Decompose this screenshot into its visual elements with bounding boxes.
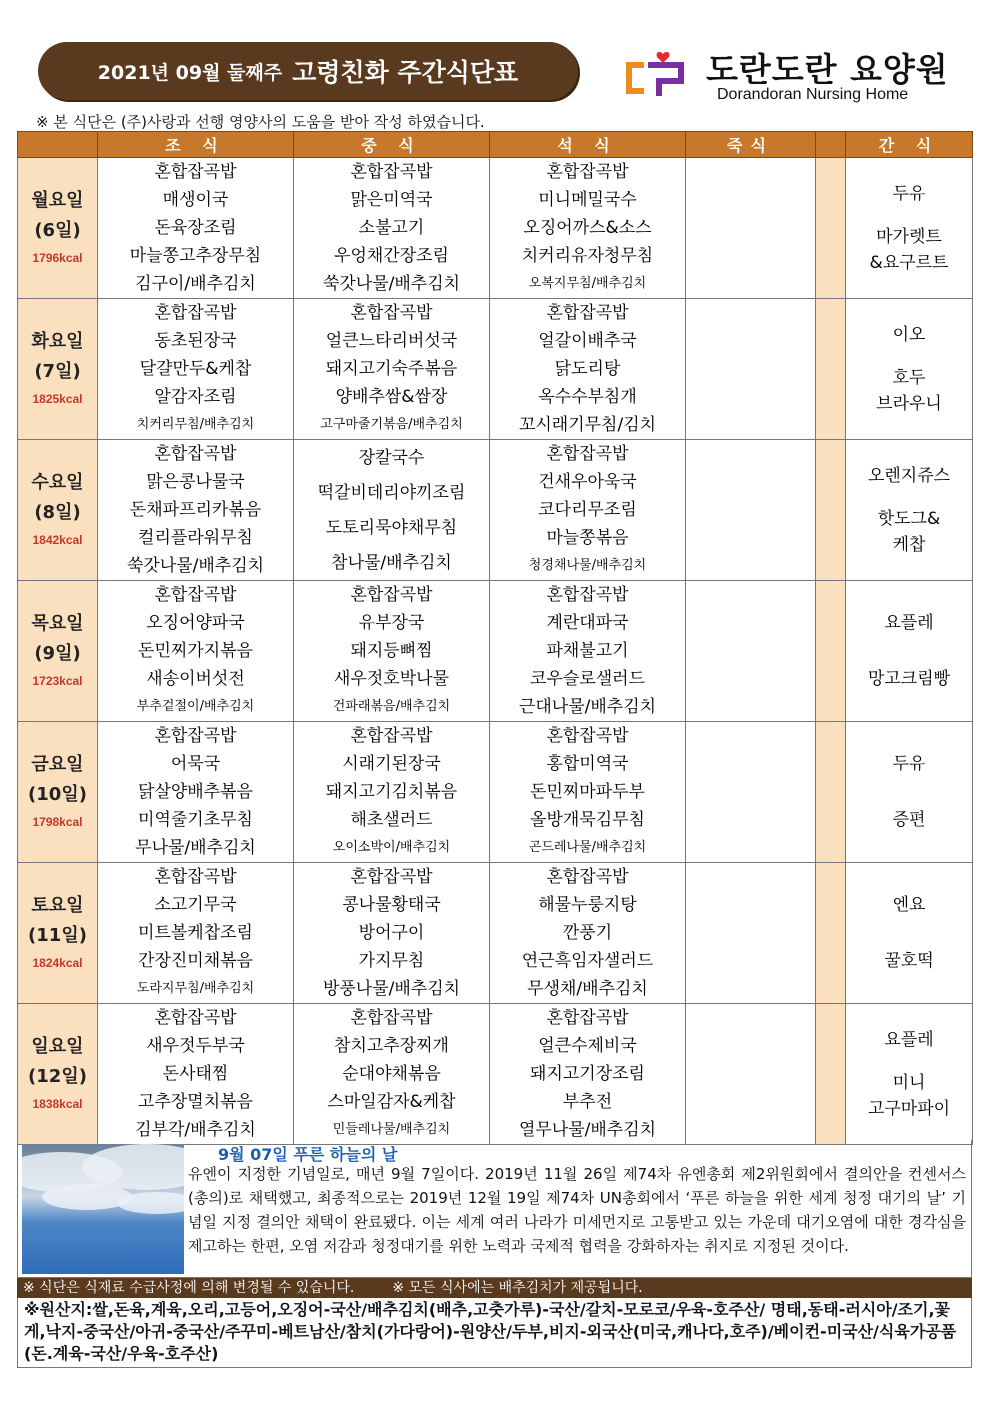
- menu-item: 혼합잡곡밥: [350, 867, 433, 887]
- menu-item: 깐풍기: [562, 923, 613, 943]
- blank-cell: [816, 722, 846, 863]
- info-body: 유엔이 지정한 기념일로, 매년 9월 7일이다. 2019년 11월 26일 제74차 유엔총회 제2위원회에서 결의안을 컨센서스(총의)로 채택했고, 최종적으로는 2019년 12월 19일 제74차 UN총회에서 ‘푸른 하늘을 위한 세계 청정 대기의 날’ 기념일 지정 결의안 채택이 완료됐다. 이는 세계 여러 나라가 미세먼지로 고통받고 있는 가운데 대기오염에 대한 경각심을 제고하는 한편, 오염 저감과 청정대기를 위한 노력과 국제적 협력을 강화하자는 취지로 지정된 것이다.: [188, 1165, 966, 1255]
- header-lunch: 중 식: [294, 132, 490, 158]
- menu-item: 꼬시래기무침/김치: [518, 415, 657, 435]
- menu-item: 혼합잡곡밥: [154, 303, 237, 323]
- header-day: [18, 132, 98, 158]
- porridge-cell: [686, 581, 816, 722]
- dinner-cell: [490, 722, 686, 863]
- menu-item: 혼합잡곡밥: [350, 303, 433, 323]
- day-date: (11일): [28, 925, 87, 946]
- day-cell: [18, 158, 98, 299]
- menu-item: 혼합잡곡밥: [546, 867, 629, 887]
- day-name: 목요일: [31, 613, 84, 634]
- day-cell: [18, 581, 98, 722]
- logo-subtitle: Dorandoran Nursing Home: [717, 86, 909, 103]
- menu-item: 우엉채간장조림: [334, 246, 449, 266]
- menu-item: 시래기된장국: [342, 754, 441, 774]
- breakfast-cell: [98, 1004, 294, 1145]
- snack-item: 호두: [892, 367, 926, 388]
- snack-cell: [846, 863, 973, 1004]
- menu-item: 혼합잡곡밥: [546, 303, 629, 323]
- menu-item: 혼합잡곡밥: [546, 162, 629, 182]
- menu-item: 돼지고기숙주볶음: [325, 359, 458, 379]
- menu-item: 해초샐러드: [350, 810, 433, 830]
- menu-item: 얼갈이배추국: [538, 331, 637, 351]
- menu-item: 민들레나물/배추김치: [332, 1122, 451, 1137]
- dinner-cell: [490, 1004, 686, 1145]
- menu-item: 혼합잡곡밥: [350, 585, 433, 605]
- menu-item: 돈민찌마파두부: [530, 782, 645, 802]
- lunch-cell: [294, 158, 490, 299]
- day-cell: [18, 722, 98, 863]
- blank-cell: [816, 1004, 846, 1145]
- snack-item: 요플레: [884, 1029, 934, 1050]
- table-row: [18, 158, 973, 299]
- menu-item: 옥수수부침개: [538, 387, 637, 407]
- menu-item: 돈민찌가지볶음: [138, 641, 253, 661]
- menu-item: 동초된장국: [154, 331, 237, 351]
- info-title: 9월 07일 푸른 하늘의 날: [218, 1145, 398, 1164]
- menu-item: 떡갈비데리야끼조림: [317, 482, 466, 503]
- snack-item: 엔요: [892, 895, 926, 915]
- breakfast-cell: [98, 863, 294, 1004]
- menu-item: 치커리무침/배추김치: [136, 417, 255, 432]
- menu-item: 혼합잡곡밥: [154, 444, 237, 464]
- snack-cell: [846, 299, 973, 440]
- menu-item: 컬리플라워무침: [138, 528, 253, 548]
- snack-item: 망고크림빵: [867, 669, 951, 689]
- menu-item: 혼합잡곡밥: [546, 1008, 629, 1028]
- snack-item: 고구마파이: [867, 1098, 951, 1119]
- day-kcal: 1838kcal: [32, 1097, 83, 1111]
- snack-cell: [846, 440, 973, 581]
- menu-item: 열무나물/배추김치: [518, 1120, 657, 1140]
- menu-item: 혼합잡곡밥: [154, 162, 237, 182]
- menu-item: 건파래볶음/배추김치: [332, 699, 451, 714]
- menu-item: 새우젓두부국: [146, 1036, 245, 1056]
- day-kcal: 1825kcal: [32, 392, 83, 406]
- menu-item: 돈사태찜: [162, 1064, 229, 1084]
- menu-item: 얼큰느타리버섯국: [325, 331, 458, 351]
- dinner-cell: [490, 299, 686, 440]
- day-name: 일요일: [31, 1036, 84, 1057]
- menu-item: 콩나물황태국: [342, 895, 441, 915]
- menu-item: 혼합잡곡밥: [154, 867, 237, 887]
- breakfast-cell: [98, 581, 294, 722]
- menu-item: 미니메밀국수: [538, 190, 637, 210]
- snack-item: 요플레: [884, 613, 934, 633]
- menu-item: 오이소박이/배추김치: [332, 840, 451, 855]
- snack-cell: [846, 722, 973, 863]
- breakfast-cell: [98, 440, 294, 581]
- menu-item: 돼지등뼈찜: [350, 641, 433, 661]
- info-box: [17, 1140, 972, 1278]
- menu-item: 고추장멸치볶음: [138, 1092, 253, 1112]
- menu-item: 도라지무침/배추김치: [136, 981, 255, 996]
- snack-item: 미니: [892, 1072, 926, 1093]
- day-date: (9일): [34, 643, 81, 664]
- day-kcal: 1798kcal: [32, 815, 83, 829]
- day-cell: [18, 299, 98, 440]
- title-banner: [38, 42, 578, 100]
- origin-info: ※원산지:쌀,돈육,계육,오리,고등어,오징어-국산/배추김치(배추,고춧가루)-국산/갈치-모로코/우육-호주산/ 명태,동태-러시아/조기,꽃게,낙지-중국산/아귀-중국산/주꾸미-베트남산/참치(가다랑어)-원양산/두부,비지-외국산(미국,캐나다,호주)/베이컨-미국산/식육가공품(돈.계육-국산/우육-호주산): [17, 1298, 972, 1368]
- menu-item: 얼큰수제비국: [538, 1036, 637, 1056]
- menu-item: 혼합잡곡밥: [546, 585, 629, 605]
- menu-item: 도토리묵야채무침: [325, 517, 458, 538]
- header-breakfast: 조 식: [98, 132, 294, 158]
- day-name: 수요일: [31, 472, 84, 493]
- day-date: (12일): [28, 1066, 87, 1087]
- dinner-cell: [490, 863, 686, 1004]
- porridge-cell: [686, 158, 816, 299]
- header-snack: 간 식: [846, 132, 973, 158]
- menu-item: 닭도리탕: [554, 359, 621, 379]
- menu-item: 순대야채볶음: [342, 1064, 441, 1084]
- notice-kimchi: ※ 모든 식사에는 배추김치가 제공됩니다.: [392, 1280, 643, 1296]
- menu-item: 맑은미역국: [350, 190, 433, 210]
- menu-item: 오징어까스&소스: [523, 218, 652, 238]
- menu-item: 건새우아욱국: [538, 472, 637, 492]
- menu-item: 미역줄기초무침: [138, 810, 253, 830]
- day-date: (8일): [34, 502, 81, 523]
- menu-item: 소고기무국: [154, 895, 237, 915]
- menu-item: 참나물/배추김치: [331, 552, 452, 573]
- snack-item: 이오: [892, 324, 926, 345]
- blank-cell: [816, 581, 846, 722]
- menu-item: 닭살양배추볶음: [138, 782, 253, 802]
- menu-item: 김부각/배추김치: [135, 1120, 256, 1140]
- menu-item: 가지무침: [358, 951, 425, 971]
- day-kcal: 1842kcal: [32, 533, 83, 547]
- menu-item: 돼지고기장조림: [530, 1064, 645, 1084]
- menu-item: 혼합잡곡밥: [154, 585, 237, 605]
- menu-item: 김구이/배추김치: [135, 274, 256, 294]
- day-cell: [18, 863, 98, 1004]
- menu-item: 새송이버섯전: [146, 669, 245, 689]
- menu-item: 소불고기: [358, 218, 425, 238]
- menu-item: 혼합잡곡밥: [350, 1008, 433, 1028]
- day-name: 화요일: [31, 331, 84, 352]
- menu-item: 돈육장조림: [154, 218, 237, 238]
- menu-item: 참치고추장찌개: [334, 1036, 449, 1056]
- porridge-cell: [686, 722, 816, 863]
- snack-item: 꿀호떡: [884, 951, 934, 971]
- snack-item: 두유: [892, 183, 926, 204]
- menu-item: 부추전: [562, 1092, 613, 1112]
- porridge-cell: [686, 440, 816, 581]
- menu-item: 양배추쌈&쌈장: [335, 387, 448, 407]
- menu-item: 방풍나물/배추김치: [322, 979, 461, 999]
- porridge-cell: [686, 1004, 816, 1145]
- header-porridge: 죽식: [686, 132, 816, 158]
- menu-item: 파채불고기: [546, 641, 629, 661]
- menu-item: 해물누룽지탕: [538, 895, 637, 915]
- menu-item: 계란대파국: [546, 613, 629, 633]
- menu-item: 돼지고기김치볶음: [325, 782, 458, 802]
- dinner-cell: [490, 581, 686, 722]
- menu-item: 오징어양파국: [146, 613, 245, 633]
- menu-item: 유부장국: [358, 613, 425, 633]
- table-header-row: [18, 132, 973, 158]
- lunch-cell: [294, 1004, 490, 1145]
- menu-item: 홍합미역국: [546, 754, 629, 774]
- table-row: [18, 722, 973, 863]
- snack-cell: [846, 1004, 973, 1145]
- menu-item: 무생채/배추김치: [527, 979, 648, 999]
- menu-item: 곤드레나물/배추김치: [528, 840, 647, 855]
- menu-item: 어묵국: [170, 754, 221, 774]
- breakfast-cell: [98, 299, 294, 440]
- menu-item: 마늘쫑고추장무침: [129, 246, 262, 266]
- blank-cell: [816, 440, 846, 581]
- menu-item: 연근흑임자샐러드: [521, 951, 654, 971]
- table-row: [18, 299, 973, 440]
- day-kcal: 1723kcal: [32, 674, 83, 688]
- menu-item: 혼합잡곡밥: [546, 726, 629, 746]
- day-date: (7일): [34, 361, 81, 382]
- menu-item: 치커리유자청무침: [521, 246, 654, 266]
- dinner-cell: [490, 158, 686, 299]
- header-blank: [816, 132, 846, 158]
- menu-item: 코다리무조림: [538, 500, 637, 520]
- table-row: [18, 581, 973, 722]
- menu-item: 새우젓호박나물: [334, 669, 449, 689]
- snack-item: 마가렛트: [876, 226, 942, 247]
- menu-item: 혼합잡곡밥: [350, 162, 433, 182]
- menu-item: 청경채나물/배추김치: [528, 558, 647, 573]
- snack-item: &요구르트: [869, 252, 949, 273]
- lunch-cell: [294, 440, 490, 581]
- lunch-cell: [294, 299, 490, 440]
- menu-item: 알감자조림: [154, 387, 237, 407]
- notice-bar: [17, 1278, 972, 1298]
- menu-item: 고구마줄기볶음/배추김치: [320, 417, 463, 432]
- table-row: [18, 1004, 973, 1145]
- menu-item: 혼합잡곡밥: [350, 726, 433, 746]
- menu-item: 코우슬로샐러드: [530, 669, 645, 689]
- menu-item: 장칼국수: [358, 447, 425, 468]
- snack-item: 두유: [892, 754, 926, 774]
- menu-item: 방어구이: [358, 923, 425, 943]
- menu-item: 무나물/배추김치: [135, 838, 256, 858]
- day-cell: [18, 1004, 98, 1145]
- menu-item: 매생이국: [162, 190, 229, 210]
- menu-item: 혼합잡곡밥: [154, 1008, 237, 1028]
- snack-cell: [846, 581, 973, 722]
- logo-name: 도란도란 요양원: [706, 50, 949, 89]
- day-kcal: 1796kcal: [32, 251, 83, 265]
- day-name: 금요일: [31, 754, 84, 775]
- menu-item: 오복지무침/배추김치: [528, 276, 647, 291]
- menu-item: 혼합잡곡밥: [546, 444, 629, 464]
- blank-cell: [816, 863, 846, 1004]
- day-name: 월요일: [31, 190, 84, 211]
- menu-item: 쑥갓나물/배추김치: [322, 274, 461, 294]
- menu-item: 쑥갓나물/배추김치: [126, 556, 265, 576]
- snack-cell: [846, 158, 973, 299]
- snack-item: 케찹: [892, 534, 926, 555]
- porridge-cell: [686, 299, 816, 440]
- day-kcal: 1824kcal: [32, 956, 83, 970]
- snack-item: 증편: [892, 810, 926, 830]
- menu-item: 돈채파프리카볶음: [129, 500, 262, 520]
- lunch-cell: [294, 863, 490, 1004]
- table-row: [18, 440, 973, 581]
- menu-item: 간장진미채볶음: [138, 951, 253, 971]
- source-note: ※ 본 식단은 (주)사랑과 선행 영양사의 도움을 받아 작성 하였습니다.: [36, 113, 485, 131]
- weekly-menu-table: [17, 131, 973, 1145]
- header-dinner: 석 식: [490, 132, 686, 158]
- blank-cell: [816, 158, 846, 299]
- page-title: 고령친화 주간식단표: [292, 58, 519, 87]
- menu-item: 근대나물/배추김치: [518, 697, 657, 717]
- menu-item: 맑은콩나물국: [146, 472, 245, 492]
- title-prefix: 2021년 09월 둘째주: [97, 61, 283, 84]
- menu-item: 미트볼케찹조림: [138, 923, 253, 943]
- logo: [622, 44, 962, 108]
- snack-item: 오렌지쥬스: [867, 465, 951, 486]
- menu-item: 마늘쫑볶음: [546, 528, 629, 548]
- menu-item: 혼합잡곡밥: [154, 726, 237, 746]
- notice-change: ※ 식단은 식재료 수급사정에 의해 변경될 수 있습니다.: [23, 1280, 355, 1296]
- day-date: (6일): [34, 220, 81, 241]
- menu-item: 올방개묵김무침: [530, 810, 645, 830]
- day-name: 토요일: [31, 895, 84, 916]
- day-cell: [18, 440, 98, 581]
- lunch-cell: [294, 722, 490, 863]
- lunch-cell: [294, 581, 490, 722]
- dinner-cell: [490, 440, 686, 581]
- snack-item: 브라우니: [876, 393, 942, 414]
- blank-cell: [816, 299, 846, 440]
- porridge-cell: [686, 863, 816, 1004]
- breakfast-cell: [98, 722, 294, 863]
- menu-item: 스마일감자&케찹: [327, 1092, 456, 1112]
- day-date: (10일): [28, 784, 87, 805]
- snack-item: 핫도그&: [877, 508, 941, 529]
- menu-item: 부추겉절이/배추김치: [136, 699, 255, 714]
- blue-sky-photo: [22, 1144, 184, 1274]
- nursing-home-logo-icon: [622, 48, 694, 106]
- breakfast-cell: [98, 158, 294, 299]
- table-row: [18, 863, 973, 1004]
- menu-item: 달걀만두&케찹: [139, 359, 252, 379]
